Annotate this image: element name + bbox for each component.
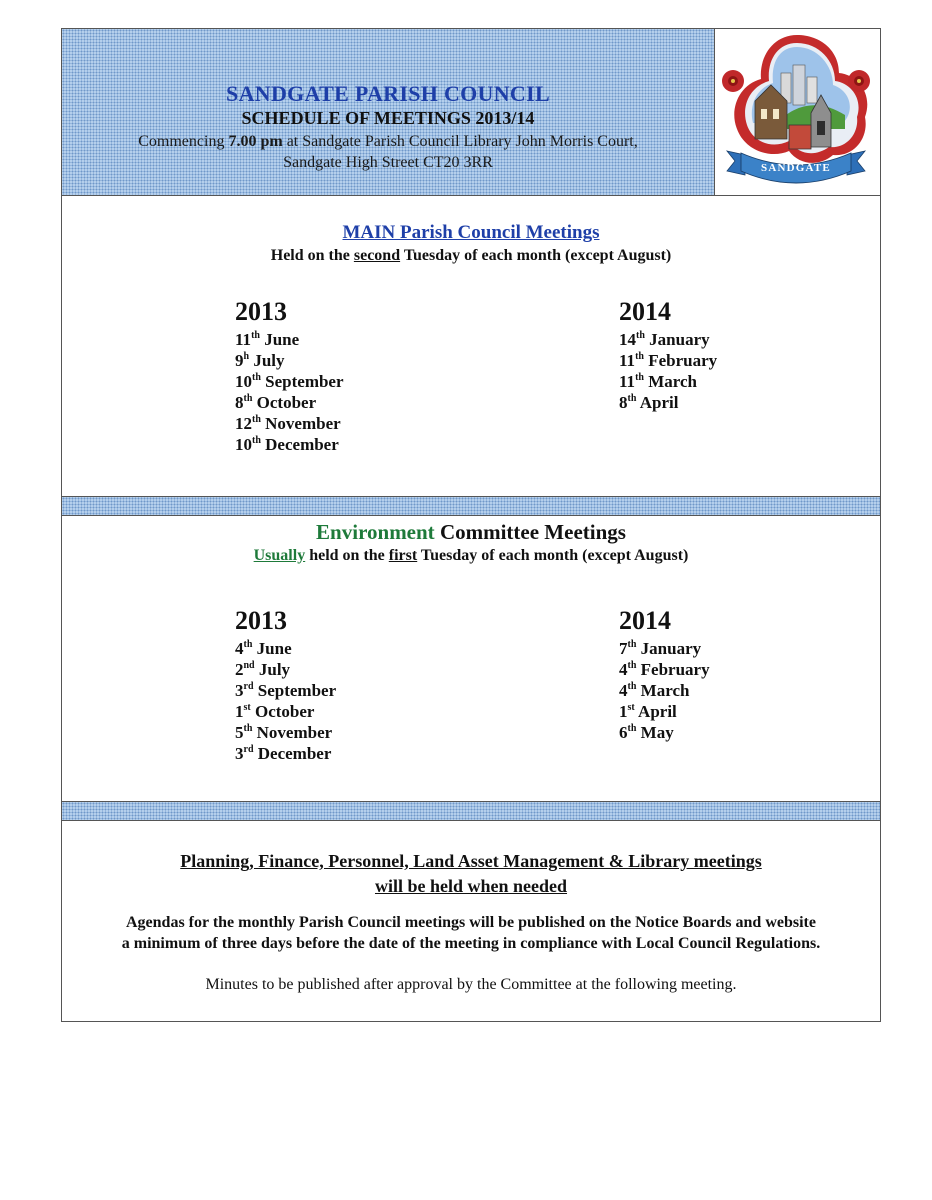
date-ordinal: st bbox=[243, 702, 251, 713]
logo-panel bbox=[715, 29, 880, 196]
date-month: January bbox=[644, 330, 710, 349]
date-month: June bbox=[252, 639, 292, 658]
environment-note-emph: first bbox=[388, 547, 418, 564]
meeting-date bbox=[619, 638, 710, 659]
date-month: April bbox=[634, 702, 677, 721]
date-day: 12 bbox=[235, 414, 252, 433]
minutes-note: Minutes to be published after approval by the Committee at the following meeting. bbox=[205, 976, 737, 993]
commencing-time: 7.00 pm bbox=[228, 133, 283, 150]
schedule-frame bbox=[61, 28, 881, 1022]
environment-2014-year: 2014 bbox=[619, 606, 671, 635]
date-day: 11 bbox=[235, 330, 252, 349]
date-day: 14 bbox=[619, 330, 636, 349]
meeting-date bbox=[235, 722, 336, 743]
other-meetings-line1: Planning, Finance, Personnel, Land Asset Management & Library meetings bbox=[180, 851, 762, 871]
date-month: November bbox=[260, 414, 341, 433]
divider-band-2 bbox=[62, 801, 880, 821]
agenda-line1: Agendas for the monthly Parish Council meetings will be published on the Notice Boards and website bbox=[126, 914, 816, 931]
address-line: Sandgate High Street CT20 3RR bbox=[283, 154, 493, 171]
date-ordinal: th bbox=[627, 660, 637, 671]
date-month: December bbox=[260, 435, 339, 454]
meeting-date bbox=[235, 392, 344, 413]
date-ordinal: th bbox=[627, 393, 637, 404]
main-2013-date-list bbox=[235, 329, 344, 455]
date-ordinal: th bbox=[635, 372, 644, 383]
date-ordinal: th bbox=[243, 393, 253, 404]
date-day: 7 bbox=[619, 639, 628, 658]
date-ordinal: th bbox=[252, 414, 261, 425]
meeting-date bbox=[235, 434, 344, 455]
environment-note-suffix: Tuesday of each month (except August) bbox=[417, 547, 689, 564]
date-day: 8 bbox=[235, 393, 244, 412]
date-month: December bbox=[253, 744, 332, 763]
date-ordinal: nd bbox=[243, 660, 255, 671]
environment-note-green: Usually bbox=[253, 547, 306, 564]
date-month: May bbox=[636, 723, 674, 742]
meeting-date bbox=[619, 701, 710, 722]
main-2013-year: 2013 bbox=[235, 297, 287, 326]
date-day: 2 bbox=[235, 660, 244, 679]
logo-banner-text: SANDGATE bbox=[761, 162, 831, 174]
main-2013-column bbox=[235, 297, 344, 455]
schedule-title: SCHEDULE OF MEETINGS 2013/14 bbox=[241, 108, 535, 128]
date-day: 3 bbox=[235, 681, 244, 700]
meeting-date bbox=[619, 350, 717, 371]
environment-meetings-title bbox=[62, 520, 880, 545]
meeting-date bbox=[619, 722, 710, 743]
left-rose-icon bbox=[722, 70, 744, 92]
meeting-date bbox=[619, 680, 710, 701]
date-month: September bbox=[253, 681, 337, 700]
environment-title-rest: Committee Meetings bbox=[434, 520, 626, 544]
date-day: 1 bbox=[619, 702, 628, 721]
environment-meetings-note bbox=[62, 547, 880, 565]
date-day: 4 bbox=[619, 681, 628, 700]
date-day: 4 bbox=[235, 639, 244, 658]
main-note-suffix: Tuesday of each month (except August) bbox=[400, 247, 672, 264]
date-month: March bbox=[636, 681, 690, 700]
date-day: 5 bbox=[235, 723, 244, 742]
meeting-date bbox=[235, 638, 336, 659]
date-ordinal: st bbox=[627, 702, 635, 713]
agenda-paragraph bbox=[62, 912, 880, 954]
other-meetings-heading bbox=[62, 849, 880, 899]
date-day: 11 bbox=[619, 372, 636, 391]
date-month: February bbox=[643, 351, 718, 370]
main-2014-date-list bbox=[619, 329, 717, 413]
environment-2014-column bbox=[619, 606, 710, 743]
date-ordinal: th bbox=[243, 639, 253, 650]
date-ordinal: th bbox=[635, 351, 644, 362]
header-panel bbox=[62, 29, 715, 196]
date-day: 4 bbox=[619, 660, 628, 679]
date-ordinal: th bbox=[243, 723, 253, 734]
right-rose-icon bbox=[848, 70, 870, 92]
date-day: 1 bbox=[235, 702, 244, 721]
environment-2014-date-list bbox=[619, 638, 710, 743]
date-day: 3 bbox=[235, 744, 244, 763]
date-ordinal: th bbox=[251, 330, 260, 341]
meeting-date bbox=[619, 371, 717, 392]
meeting-date bbox=[619, 659, 710, 680]
main-meetings-title: MAIN Parish Council Meetings bbox=[342, 222, 600, 243]
main-note-emph: second bbox=[353, 247, 401, 264]
environment-2013-column bbox=[235, 606, 336, 764]
date-month: March bbox=[643, 372, 698, 391]
meeting-date bbox=[235, 680, 336, 701]
date-day: 11 bbox=[619, 351, 636, 370]
meeting-date bbox=[235, 743, 336, 764]
sandgate-crest-logo bbox=[715, 29, 878, 195]
date-month: July bbox=[254, 660, 291, 679]
date-day: 6 bbox=[619, 723, 628, 742]
environment-title-green: Environment bbox=[316, 520, 435, 544]
date-month: September bbox=[260, 372, 344, 391]
date-month: January bbox=[636, 639, 702, 658]
main-2014-column bbox=[619, 297, 717, 413]
date-month: July bbox=[249, 351, 285, 370]
date-ordinal: th bbox=[636, 330, 645, 341]
date-day: 9 bbox=[235, 351, 244, 370]
date-day: 10 bbox=[235, 372, 252, 391]
date-ordinal: rd bbox=[243, 744, 254, 755]
date-month: February bbox=[636, 660, 710, 679]
meeting-date bbox=[235, 371, 344, 392]
date-ordinal: th bbox=[252, 372, 261, 383]
main-meetings-note bbox=[62, 247, 880, 265]
commencing-prefix: Commencing bbox=[138, 133, 229, 150]
date-day: 10 bbox=[235, 435, 252, 454]
meeting-date bbox=[235, 413, 344, 434]
divider-band-1 bbox=[62, 496, 880, 516]
date-ordinal: th bbox=[252, 435, 261, 446]
meeting-date bbox=[235, 659, 336, 680]
date-ordinal: th bbox=[627, 639, 637, 650]
date-month: October bbox=[252, 393, 317, 412]
date-month: November bbox=[252, 723, 333, 742]
environment-2013-year: 2013 bbox=[235, 606, 287, 635]
date-day: 8 bbox=[619, 393, 628, 412]
meeting-date bbox=[619, 392, 717, 413]
date-ordinal: th bbox=[627, 723, 637, 734]
date-ordinal: th bbox=[627, 681, 637, 692]
date-ordinal: h bbox=[243, 351, 250, 362]
environment-2013-date-list bbox=[235, 638, 336, 764]
date-month: April bbox=[636, 393, 679, 412]
meeting-date bbox=[619, 329, 717, 350]
agenda-line2: a minimum of three days before the date of the meeting in compliance with Local Council Regulations. bbox=[121, 935, 821, 952]
meeting-date bbox=[235, 350, 344, 371]
date-month: October bbox=[250, 702, 315, 721]
environment-note-mid: held on the bbox=[305, 547, 389, 564]
meeting-date bbox=[235, 329, 344, 350]
commencing-suffix: at Sandgate Parish Council Library John Morris Court, bbox=[282, 133, 638, 150]
council-name: SANDGATE PARISH COUNCIL bbox=[226, 81, 550, 106]
date-month: June bbox=[259, 330, 300, 349]
other-meetings-line2: will be held when needed bbox=[374, 876, 568, 896]
main-note-prefix: Held on the bbox=[270, 247, 354, 264]
meeting-date bbox=[235, 701, 336, 722]
main-2014-year: 2014 bbox=[619, 297, 671, 326]
date-ordinal: rd bbox=[243, 681, 254, 692]
commencing-line bbox=[62, 133, 714, 151]
